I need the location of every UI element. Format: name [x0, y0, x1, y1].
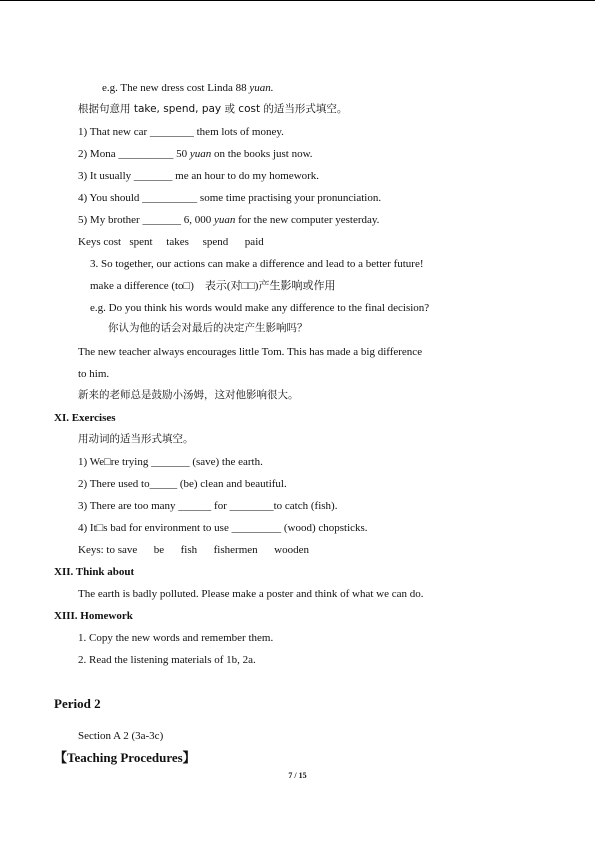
- teacher-sentence-translation: 新来的老师总是鼓励小汤姆，这对他影响很大。: [78, 389, 299, 401]
- answer-keys-2: Keys: to save be fish fishermen wooden: [78, 544, 309, 556]
- think-about-text: The earth is badly polluted. Please make a poster and think of what we can do.: [78, 588, 424, 600]
- phrase-make-a-difference: make a difference (to□) 表示(对□□)产生影响或作用: [90, 280, 336, 292]
- teacher-sentence-line-2: to him.: [78, 368, 110, 380]
- section-label: Section A 2 (3a-3c): [78, 730, 164, 742]
- point-3: 3. So together, our actions can make a difference and lead to a better future!: [90, 258, 424, 270]
- question-2: 2) Mona __________ 50 yuan on the books just now.: [78, 148, 313, 160]
- exercise-1: 1) We□re trying _______ (save) the earth.: [78, 456, 263, 468]
- instruction-verb-form: 用动词的适当形式填空。: [78, 433, 194, 445]
- homework-1: 1. Copy the new words and remember them.: [78, 632, 274, 644]
- question-1: 1) That new car ________ them lots of money.: [78, 126, 284, 138]
- period-heading: Period 2: [54, 696, 101, 711]
- question-5: 5) My brother _______ 6, 000 yuan for the new computer yesterday.: [78, 214, 380, 226]
- section-xiii-heading: XIII. Homework: [54, 610, 133, 622]
- exercise-4: 4) It□s bad for environment to use _________ (wood) chopsticks.: [78, 522, 368, 534]
- example-difference-translation: 你认为他的话会对最后的决定产生影响吗？: [108, 322, 308, 334]
- instruction-take-spend-pay-cost: 根据句意用 take, spend, pay 或 cost 的适当形式填空。: [78, 103, 348, 115]
- example-difference: e.g. Do you think his words would make any difference to the final decision?: [90, 302, 430, 314]
- top-rule: [0, 0, 595, 1]
- exercise-3: 3) There are too many ______ for ________to catch (fish).: [78, 500, 338, 512]
- example-dress-cost: e.g. The new dress cost Linda 88 yuan.: [102, 82, 274, 94]
- question-4: 4) You should __________ some time practising your pronunciation.: [78, 192, 382, 204]
- teacher-sentence-line-1: The new teacher always encourages little Tom. This has made a big difference: [78, 346, 423, 358]
- teaching-procedures-heading: 【Teaching Procedures】: [54, 750, 196, 765]
- question-3: 3) It usually _______ me an hour to do my homework.: [78, 170, 320, 182]
- homework-2: 2. Read the listening materials of 1b, 2a.: [78, 654, 256, 666]
- exercise-2: 2) There used to_____ (be) clean and beautiful.: [78, 478, 287, 490]
- section-xi-heading: XI. Exercises: [54, 412, 116, 424]
- page-number: 7 / 15: [288, 771, 307, 780]
- answer-keys-1: Keys cost spent takes spend paid: [78, 236, 264, 248]
- section-xii-heading: XII. Think about: [54, 566, 135, 578]
